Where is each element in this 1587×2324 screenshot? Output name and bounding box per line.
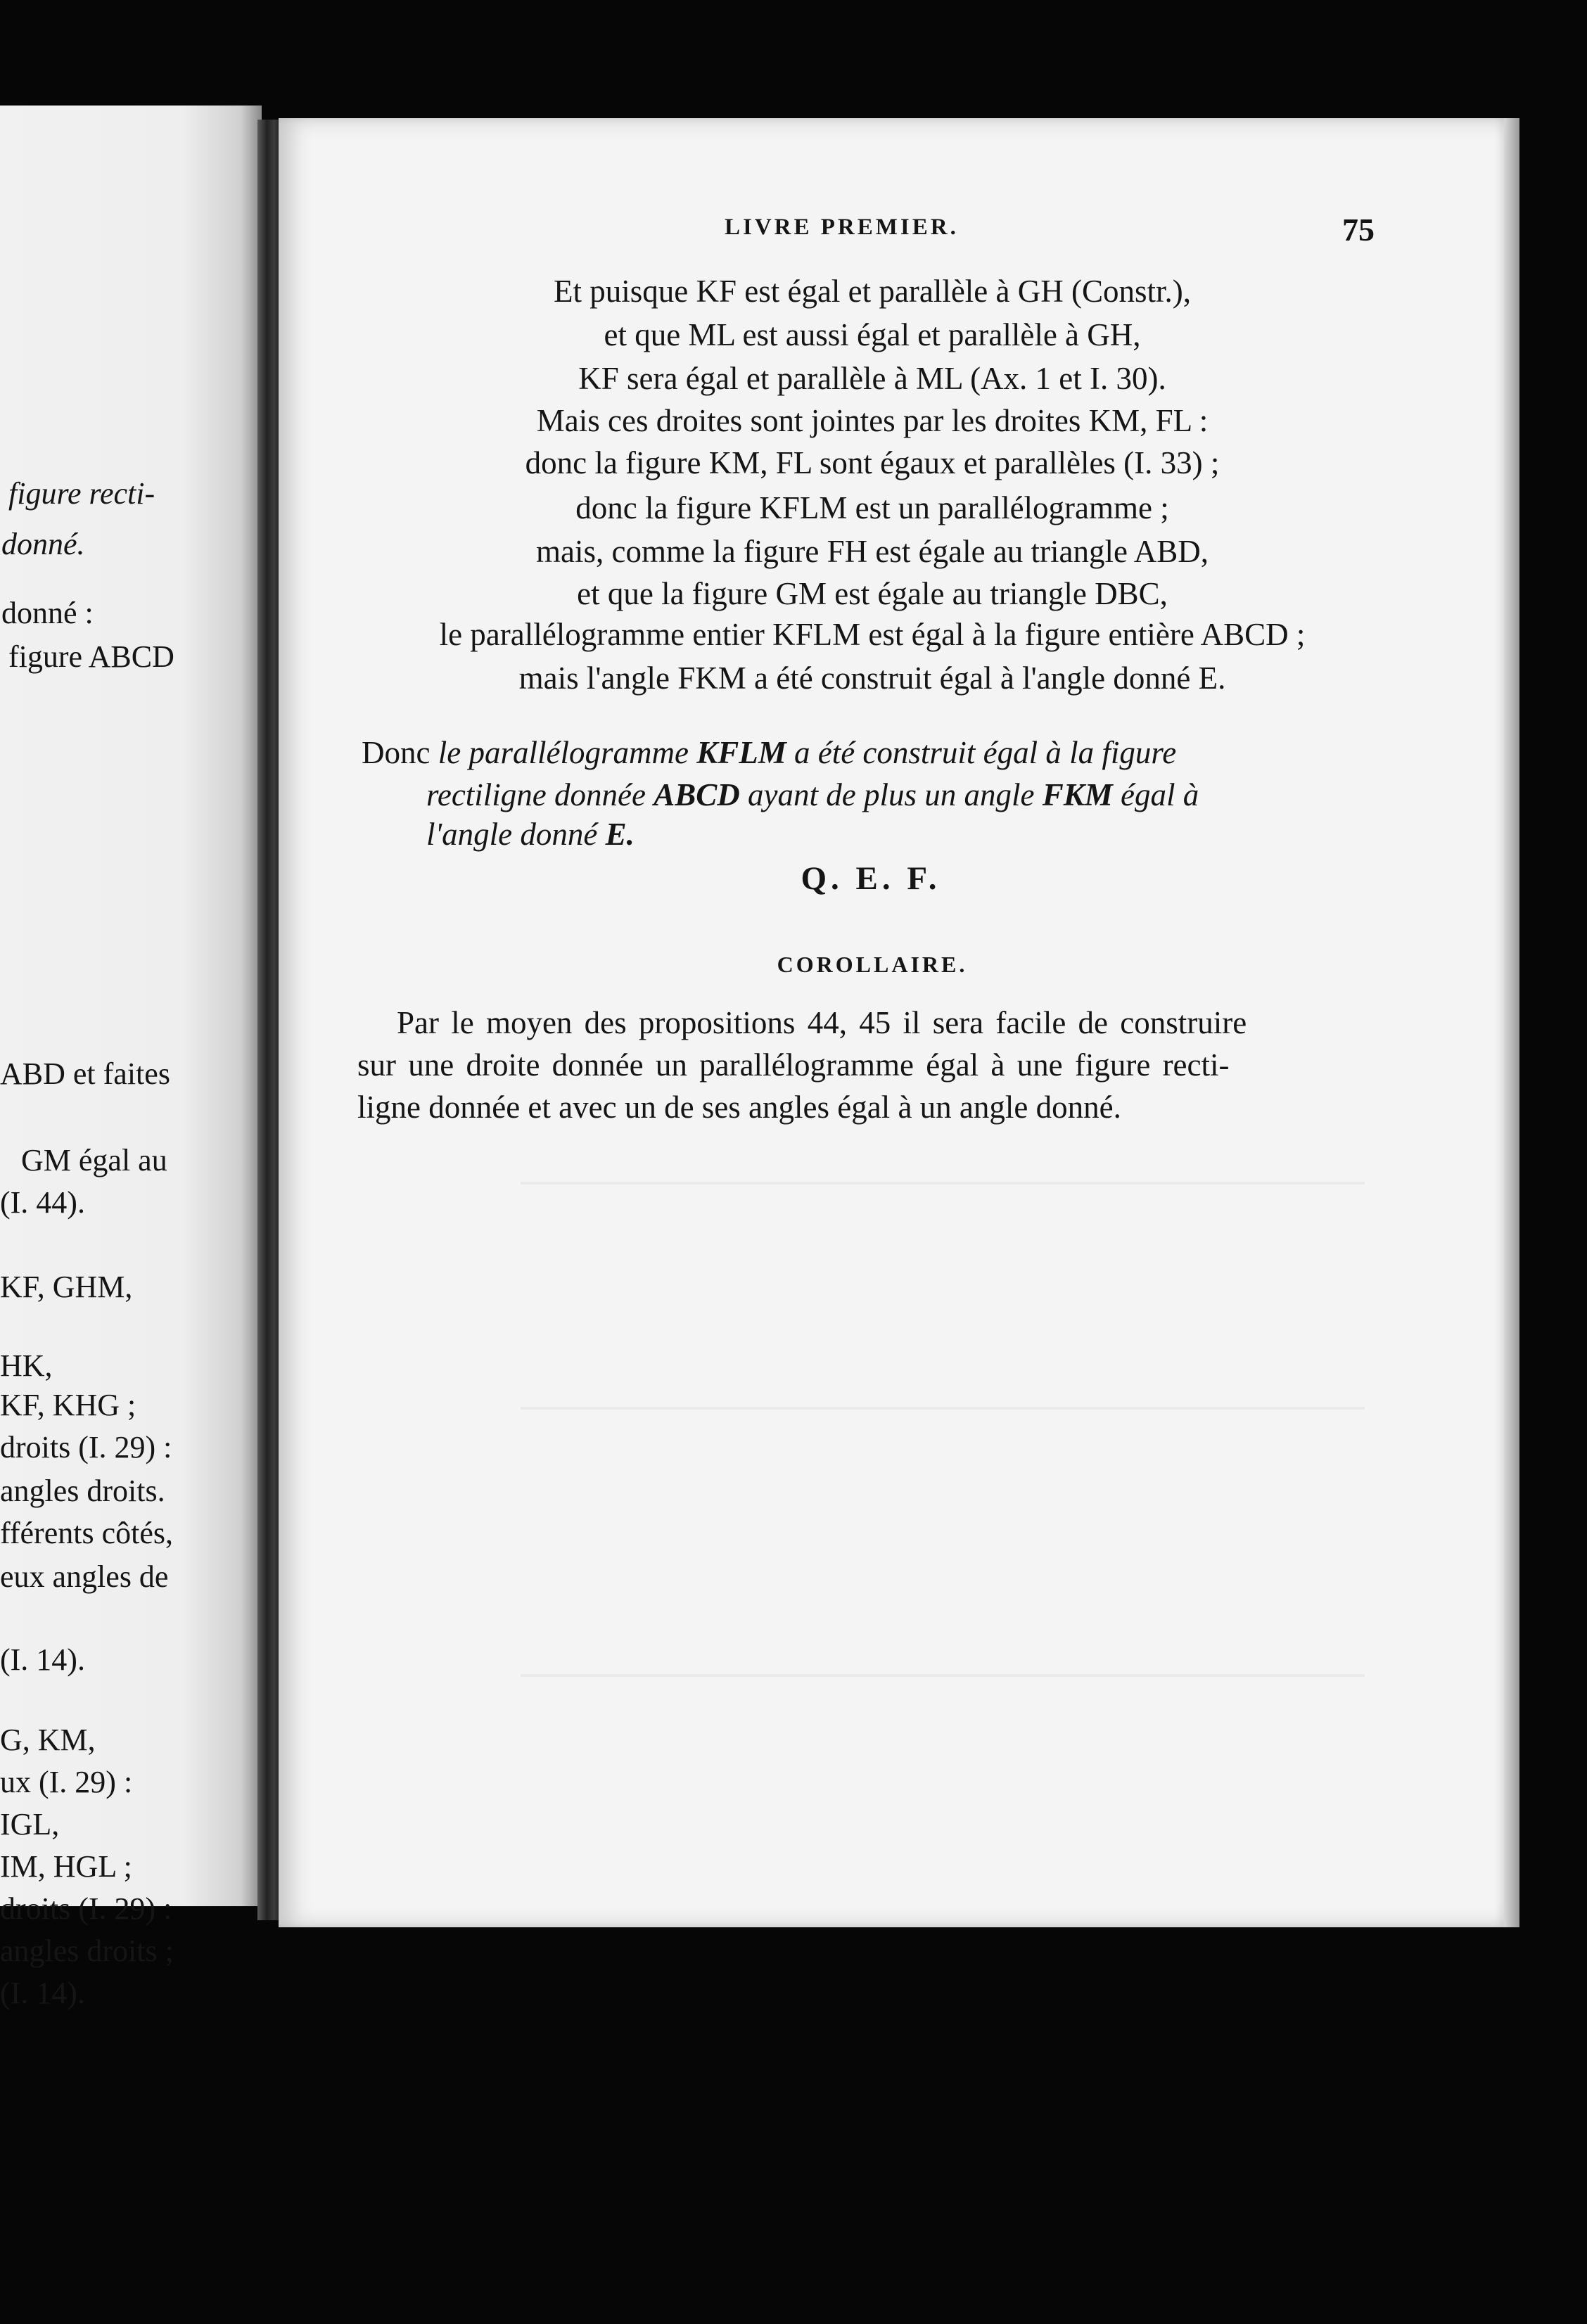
left-page-line: droits (I. 29) : xyxy=(0,1891,172,1926)
corollary-line: Par le moyen des propositions 44, 45 il sera facile de construire xyxy=(397,1005,1247,1040)
conclusion-italic: a été construit égal à la figure xyxy=(794,735,1177,770)
conclusion-angle-label: E. xyxy=(605,817,635,852)
left-page-line: angles droits ; xyxy=(0,1934,174,1968)
page-number: 75 xyxy=(1342,212,1375,248)
page-edge xyxy=(1504,118,1519,1927)
left-page-line: eux angles de xyxy=(0,1559,169,1594)
left-page-line: KF, KHG ; xyxy=(0,1388,136,1422)
conclusion-italic: le parallélogramme xyxy=(438,735,689,770)
conclusion-donc: Donc xyxy=(362,735,431,770)
show-through-line xyxy=(521,1182,1365,1185)
corollary-line: sur une droite donnée un parallélogramme égal à une figure recti- xyxy=(357,1047,1230,1083)
conclusion-figure-label: KFLM xyxy=(696,735,786,770)
left-page-line: (I. 14). xyxy=(0,1642,85,1677)
conclusion-italic: ayant de plus un angle xyxy=(748,777,1035,812)
left-page-line: angles droits. xyxy=(0,1474,165,1508)
left-page-line: G, KM, xyxy=(0,1723,96,1757)
proof-line: et que la figure GM est égale au triangle DBC, xyxy=(577,576,1168,611)
left-facing-page xyxy=(0,106,262,1906)
conclusion-line xyxy=(362,737,1176,769)
conclusion-angle-label: FKM xyxy=(1042,777,1113,812)
corollary-line: ligne donnée et avec un de ses angles égal à un angle donné. xyxy=(357,1090,1121,1125)
proof-line: mais l'angle FKM a été construit égal à l'angle donné E. xyxy=(518,660,1226,696)
left-page-line: (I. 44). xyxy=(0,1185,85,1220)
proof-line: mais, comme la figure FH est égale au triangle ABD, xyxy=(536,534,1209,569)
left-page-line: KF, GHM, xyxy=(0,1270,133,1304)
proof-line: Mais ces droites sont jointes par les droites KM, FL : xyxy=(536,403,1209,438)
left-page-line: HK, xyxy=(0,1348,53,1383)
left-page-line: figure ABCD xyxy=(8,639,174,674)
left-page-line: IGL, xyxy=(0,1807,60,1841)
left-page-line: ABD et faites xyxy=(0,1056,170,1091)
conclusion-line xyxy=(426,779,1199,811)
left-page-line: ux (I. 29) : xyxy=(0,1765,133,1799)
book-gutter xyxy=(257,120,281,1920)
proof-line: le parallélogramme entier KFLM est égal à la figure entière ABCD ; xyxy=(439,617,1306,652)
show-through-line xyxy=(521,1674,1365,1677)
qef-mark: Q. E. F. xyxy=(801,860,941,897)
left-page-line: GM égal au xyxy=(21,1143,167,1177)
left-page-line: droits (I. 29) : xyxy=(0,1430,172,1464)
left-page-line: donné : xyxy=(1,596,94,630)
show-through-line xyxy=(521,1407,1365,1410)
left-page-line: figure recti- xyxy=(8,476,155,511)
conclusion-italic: rectiligne donnée xyxy=(426,777,646,812)
proof-line: donc la figure KM, FL sont égaux et parallèles (I. 33) ; xyxy=(525,445,1220,480)
proof-line: Et puisque KF est égal et parallèle à GH (Constr.), xyxy=(553,274,1192,309)
corollary-title: COROLLAIRE. xyxy=(777,952,968,977)
left-page-line: donné. xyxy=(1,527,85,561)
conclusion-line xyxy=(426,819,635,850)
conclusion-italic: égal à xyxy=(1121,777,1199,812)
conclusion-italic: l'angle donné xyxy=(426,817,598,852)
left-page-line: IM, HGL ; xyxy=(0,1849,132,1884)
running-head: LIVRE PREMIER. xyxy=(725,215,959,240)
left-page-line: (I. 14). xyxy=(0,1976,85,2010)
proof-line: KF sera égal et parallèle à ML (Ax. 1 et I. 30). xyxy=(578,361,1166,396)
conclusion-figure-label: ABCD xyxy=(654,777,740,812)
left-page-line: fférents côtés, xyxy=(0,1516,173,1550)
proof-line: donc la figure KFLM est un parallélogramme ; xyxy=(575,490,1169,525)
proof-line: et que ML est aussi égal et parallèle à GH, xyxy=(604,317,1141,352)
